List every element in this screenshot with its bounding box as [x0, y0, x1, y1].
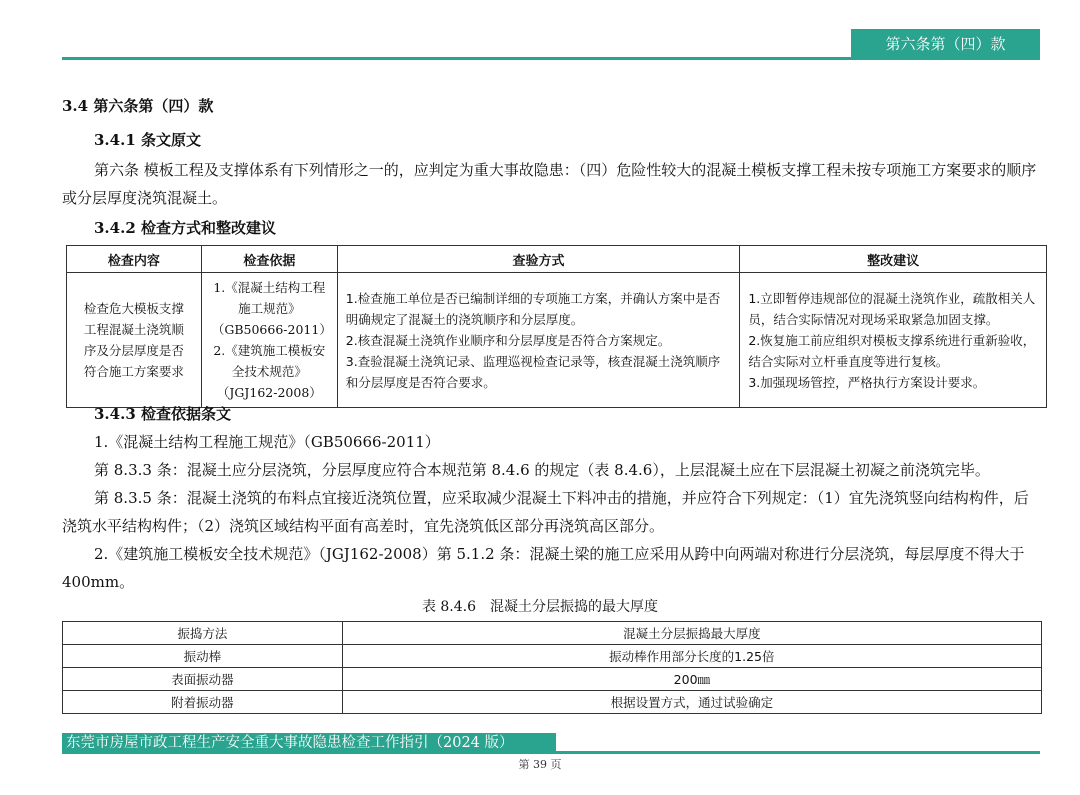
inspection-content-cell: 检查危大模板支撑工程混凝土浇筑顺序及分层厚度是否符合施工方案要求 [67, 273, 202, 408]
table-row [63, 668, 1042, 691]
thickness-table-header-row [63, 622, 1042, 645]
inspection-table-row [67, 273, 1047, 408]
subsection-original-text-title: 3.4.1 条文原文 [94, 131, 201, 149]
header-advice: 整改建议 [740, 246, 1047, 273]
inspection-method-cell [337, 273, 740, 408]
page-number: 第 39 页 [518, 758, 562, 771]
basis-paragraph: 2.《建筑施工模板安全技术规范》（JGJ162-2008）第 5.1.2 条：混凝土梁的施工应采用从跨中向两端对称进行分层浇筑，每层厚度不得大于 400mm。 [62, 545, 1025, 591]
table-caption: 表 8.4.6 混凝土分层振捣的最大厚度 [421, 599, 659, 615]
basis-paragraph: 第 8.3.5 条：混凝土浇筑的布料点宜接近浇筑位置，应采取减少混凝土下料冲击的措施，并应符合下列规定：（1）宜先浇筑竖向结构构件，后浇筑水平结构构件；（2）浇筑区域结构平面有高差时，宜先浇筑低区部分再浇筑高区部分。 [62, 489, 1029, 535]
thickness-cell: 200㎜ [342, 668, 1041, 691]
header-method: 振捣方法 [63, 622, 343, 645]
inspection-table-header-row [67, 246, 1047, 273]
inspection-advice-cell [740, 273, 1047, 408]
thickness-cell: 振动棒作用部分长度的1.25倍 [342, 645, 1041, 668]
advice-item: 2.恢复施工前应组织对模板支撑系统进行重新验收，结合实际对立杆垂直度等进行复核。 [748, 332, 1036, 369]
header-content: 检查内容 [67, 246, 202, 273]
advice-item: 1.立即暂停违规部位的混凝土浇筑作业，疏散相关人员，结合实际情况对现场采取紧急加固支撑。 [748, 290, 1036, 327]
method-item: 1.检查施工单位是否已编制详细的专项施工方案，并确认方案中是否明确规定了混凝土的浇筑顺序和分层厚度。 [345, 290, 721, 327]
subsection-basis-title: 3.4.3 检查依据条文 [94, 405, 231, 423]
table-row [63, 691, 1042, 714]
basis-item: 2.《建筑施工模板安全技术规范》（JGJ162-2008） [213, 343, 326, 400]
header-rule [62, 57, 1040, 60]
header-max-thickness: 混凝土分层振捣最大厚度 [342, 622, 1041, 645]
basis-paragraph: 第 8.3.3 条：混凝土应分层浇筑，分层厚度应符合本规范第 8.4.6 的规定（表 8.4.6），上层混凝土应在下层混凝土初凝之前浇筑完毕。 [94, 461, 990, 479]
header-section-tab: 第六条第（四）款 [851, 29, 1040, 57]
article-original-text: 第六条 模板工程及支撑体系有下列情形之一的，应判定为重大事故隐患：（四）危险性较大的混凝土模板支撑工程未按专项施工方案要求的顺序或分层厚度浇筑混凝土。 [62, 161, 1037, 207]
footer-rule [62, 751, 1040, 754]
table-row [63, 645, 1042, 668]
header-basis: 检查依据 [201, 246, 337, 273]
method-item: 2.核查混凝土浇筑作业顺序和分层厚度是否符合方案规定。 [345, 332, 671, 348]
method-item: 3.查验混凝土浇筑记录、监理巡视检查记录等，核查混凝土浇筑顺序和分层厚度是否符合要求。 [345, 353, 721, 390]
footer-document-title: 东莞市房屋市政工程生产安全重大事故隐患检查工作指引（2024 版） [62, 733, 556, 753]
inspection-basis-cell [201, 273, 337, 408]
inspection-table [66, 245, 1047, 408]
thickness-cell: 根据设置方式，通过试验确定 [342, 691, 1041, 714]
thickness-table [62, 621, 1042, 714]
method-cell: 表面振动器 [63, 668, 343, 691]
section-title: 3.4 第六条第（四）款 [62, 97, 214, 115]
header-method: 查验方式 [337, 246, 740, 273]
method-cell: 附着振动器 [63, 691, 343, 714]
basis-item: 1.《混凝土结构工程施工规范》（GB50666-2011） [211, 280, 332, 337]
method-cell: 振动棒 [63, 645, 343, 668]
advice-item: 3.加强现场管控，严格执行方案设计要求。 [748, 374, 986, 390]
subsection-inspection-title: 3.4.2 检查方式和整改建议 [94, 219, 276, 237]
basis-paragraph: 1.《混凝土结构工程施工规范》（GB50666-2011） [94, 433, 440, 451]
